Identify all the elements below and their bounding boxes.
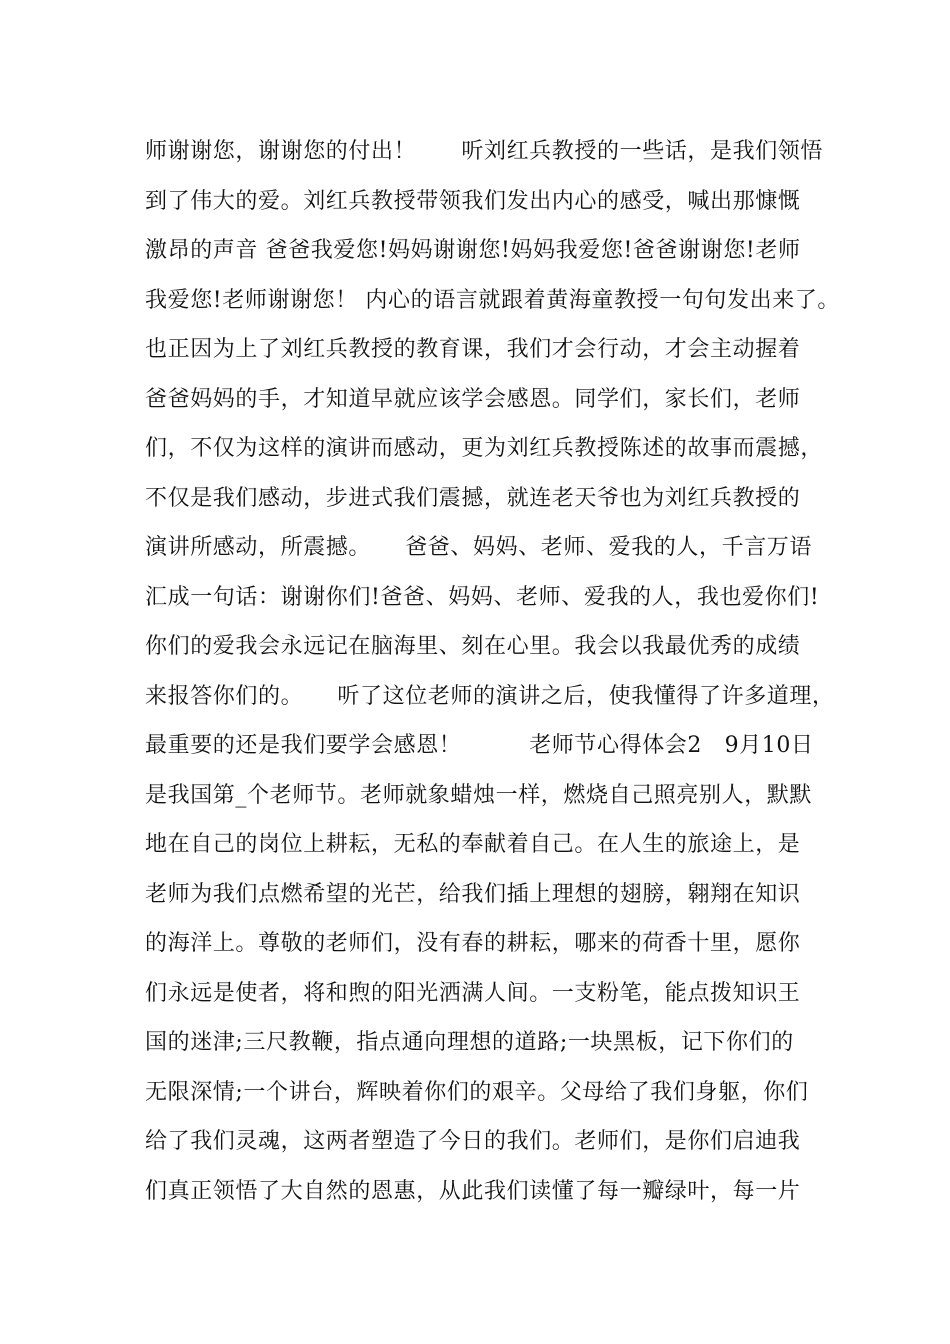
text-line: 也正因为上了刘红兵教授的教育课，我们才会行动，才会主动握着 — [145, 337, 801, 362]
text-line: 演讲所感动，所震撼。 爸爸、妈妈、老师、爱我的人，千言万语 — [145, 535, 813, 560]
text-line: 不仅是我们感动，步进式我们震撼，就连老天爷也为刘红兵教授的 — [145, 485, 801, 511]
text-line: 师谢谢您，谢谢您的付出！ 听刘红兵教授的一些话，是我们领悟 — [145, 139, 824, 164]
text-line: 们永远是使者，将和煦的阳光洒满人间。一支粉笔，能点拨知识王 — [145, 980, 801, 1006]
text-line: 是我国第_个老师节。老师就象蜡烛一样，燃烧自己照亮别人，默默 — [145, 782, 813, 808]
text-line: 给了我们灵魂，这两者塑造了今日的我们。老师们，是你们启迪我 — [145, 1129, 801, 1154]
text-line: 们，不仅为这样的演讲而感动，更为刘红兵教授陈述的故事而震撼， — [145, 436, 824, 461]
body-text — [145, 127, 841, 1216]
text-line: 到了伟大的爱。刘红兵教授带领我们发出内心的感受，喊出那慷慨 — [145, 188, 801, 214]
text-line: 我爱您!老师谢谢您！ 内心的语言就跟着黄海童教授一句句发出来了。 — [145, 287, 841, 313]
text-line: 爸爸妈妈的手，才知道早就应该学会感恩。同学们，家长们，老师 — [145, 386, 801, 412]
text-line: 国的迷津;三尺教鞭，指点通向理想的道路;一块黑板，记下你们的 — [145, 1030, 794, 1055]
text-line: 地在自己的岗位上耕耘，无私的奉献着自己。在人生的旅途上，是 — [145, 832, 801, 857]
text-line: 无限深情;一个讲台，辉映着你们的艰辛。父母给了我们身躯，你们 — [145, 1079, 809, 1105]
text-line: 来报答你们的。 听了这位老师的演讲之后，使我懂得了许多道理， — [145, 683, 835, 709]
text-line: 们真正领悟了大自然的恩惠，从此我们读懂了每一瓣绿叶，每一片 — [145, 1178, 801, 1204]
text-line: 的海洋上。尊敬的老师们，没有春的耕耘，哪来的荷香十里，愿你 — [145, 931, 801, 956]
text-line: 你们的爱我会永远记在脑海里、刻在心里。我会以我最优秀的成绩 — [145, 634, 801, 659]
text-line: 最重要的还是我们要学会感恩！ 老师节心得体会2 9月10日 — [145, 733, 814, 758]
text-line: 汇成一句话：谢谢你们!爸爸、妈妈、老师、爱我的人，我也爱你们! — [145, 584, 820, 610]
text-line: 激昂的声音 爸爸我爱您!妈妈谢谢您!妈妈我爱您!爸爸谢谢您!老师 — [145, 238, 801, 263]
text-line: 老师为我们点燃希望的光芒，给我们插上理想的翅膀，翱翔在知识 — [145, 881, 801, 907]
